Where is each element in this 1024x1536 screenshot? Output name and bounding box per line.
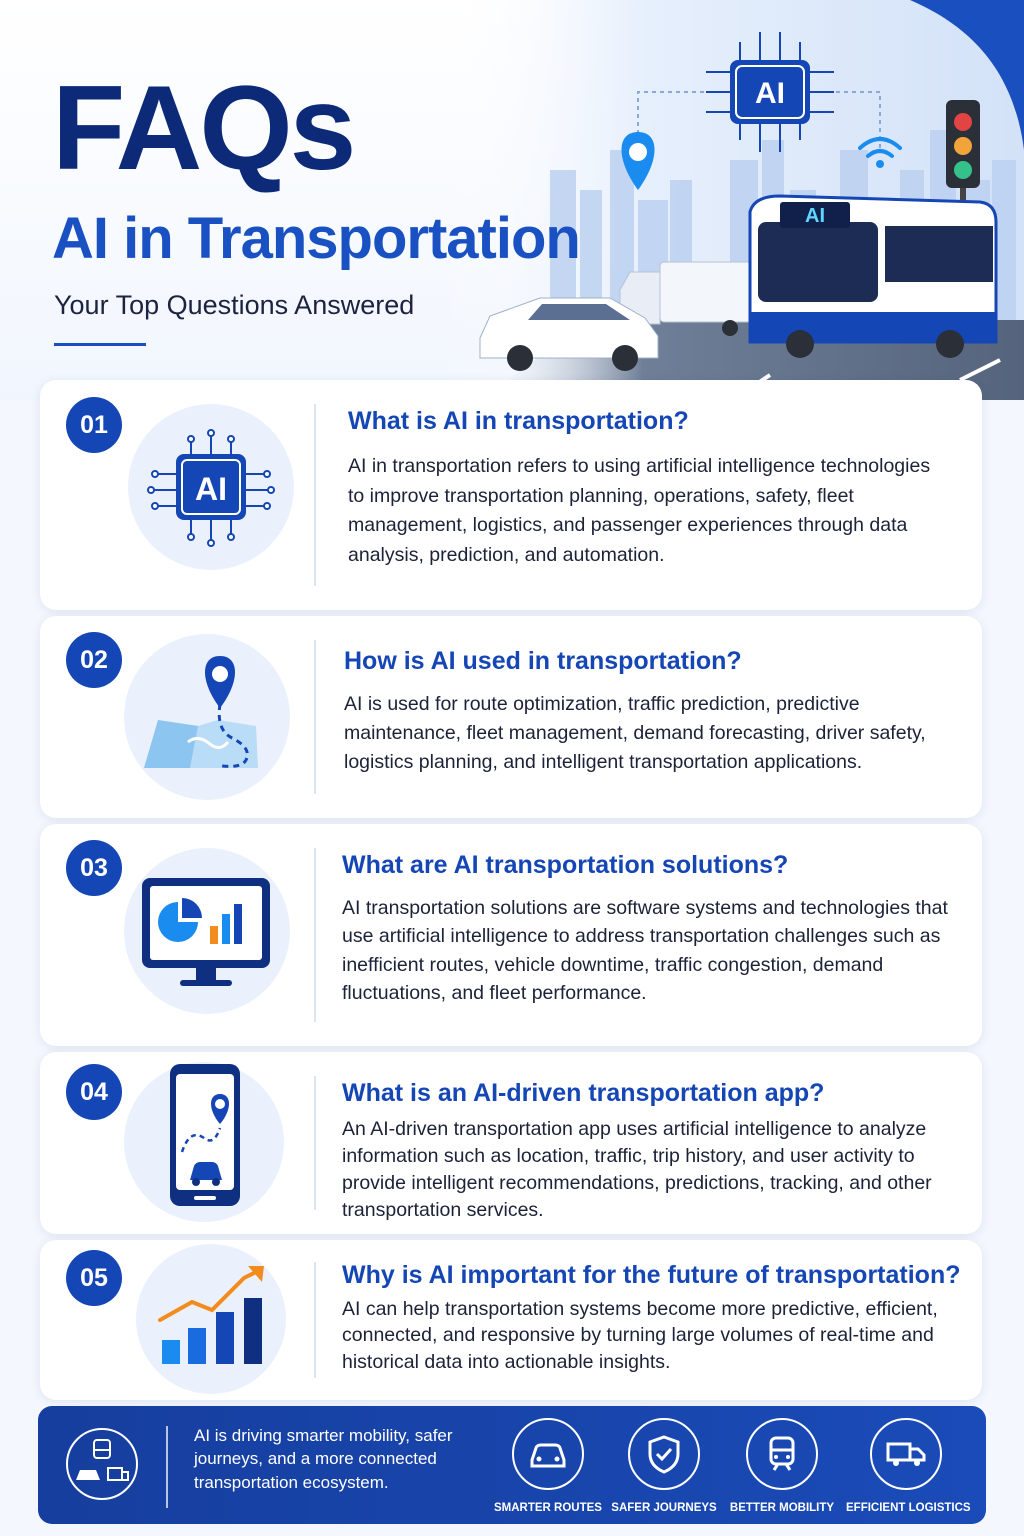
- faq-number: 03: [66, 840, 122, 896]
- page-subtitle: AI in Transportation: [52, 206, 580, 271]
- faq-answer: AI in transportation refers to using artificial intelligence technologies to improve transportation planning, operations, safety, fleet management, logistics, and passenger experiences through data analysis, prediction, and automation.: [348, 455, 931, 566]
- card-divider: [314, 848, 316, 1022]
- feature-better-mobility: [722, 1418, 842, 1514]
- faq-question: What is AI in transportation?: [348, 407, 689, 435]
- car-icon: [512, 1418, 584, 1490]
- faq-icon-circle: [124, 634, 290, 800]
- page-title: FAQs: [52, 61, 354, 195]
- card-divider: [314, 1262, 316, 1378]
- feature-smarter-routes: [488, 1418, 608, 1514]
- tagline-underline: [54, 343, 146, 346]
- card-divider: [314, 1076, 316, 1210]
- faq-card-5[interactable]: [40, 1240, 982, 1400]
- bus-display-label: AI: [805, 205, 825, 227]
- feature-efficient-logistics: [846, 1418, 971, 1514]
- page-tagline: Your Top Questions Answered: [54, 290, 415, 320]
- transport-modes-icon: [66, 1428, 138, 1500]
- smartphone-app-icon: [124, 1062, 284, 1222]
- city-skyline-illustration: [440, 0, 1024, 400]
- faq-number: 02: [66, 632, 122, 688]
- faq-card-1[interactable]: [40, 380, 982, 610]
- faq-answer: AI can help transportation systems become more predictive, efficient, connected, and responsive by turning large volumes of real-time and historical data into actionable insights.: [342, 1298, 938, 1373]
- growth-chart-icon: [136, 1244, 286, 1394]
- faq-icon-label: AI: [195, 471, 227, 507]
- faq-number: 05: [66, 1250, 122, 1306]
- footer-message: AI is driving smarter mobility, safer journeys, and a more connected transportation ecosystem.: [194, 1426, 453, 1492]
- feature-label: SAFER JOURNEYS: [611, 1502, 717, 1514]
- faq-card-4[interactable]: [40, 1052, 982, 1234]
- footer-divider: [166, 1426, 168, 1508]
- hero-chip-label: AI: [755, 77, 785, 110]
- faq-number: 04: [66, 1064, 122, 1120]
- truck-icon: [870, 1418, 942, 1490]
- faq-answer: An AI-driven transportation app uses artificial intelligence to analyze information such as location, traffic, trip history, and user activity to provide intelligent recommendations, predictions, tracking, and other transportation services.: [342, 1118, 932, 1221]
- faq-question: Why is AI important for the future of transportation?: [342, 1261, 961, 1289]
- feature-safer-journeys: [604, 1418, 724, 1514]
- feature-label: SMARTER ROUTES: [494, 1502, 602, 1514]
- faq-number: 01: [66, 397, 122, 453]
- faq-icon-circle: [136, 1244, 286, 1394]
- faq-answer: AI is used for route optimization, traffic prediction, predictive maintenance, fleet management, demand forecasting, driver safety, logistics planning, and intelligent transportation applications.: [344, 693, 926, 774]
- faq-question: What are AI transportation solutions?: [342, 851, 789, 879]
- dashboard-monitor-icon: [124, 848, 290, 1014]
- faq-question: How is AI used in transportation?: [344, 647, 742, 675]
- map-route-icon: [124, 634, 290, 800]
- shield-check-icon: [628, 1418, 700, 1490]
- faq-icon-circle: [124, 848, 290, 1014]
- faq-question: What is an AI-driven transportation app?: [342, 1079, 825, 1107]
- hero-section: [0, 0, 1024, 400]
- faq-card-3[interactable]: [40, 824, 982, 1046]
- feature-label: EFFICIENT LOGISTICS: [846, 1502, 971, 1514]
- card-divider: [314, 404, 316, 586]
- faq-answer: AI transportation solutions are software systems and technologies that use artificial intelligence to address transportation challenges such as inefficient routes, vehicle downtime, traffic congestion, demand fluctuations, and fleet performance.: [342, 897, 948, 1004]
- ai-chip-icon: [128, 404, 294, 570]
- faq-icon-circle: [128, 404, 294, 570]
- feature-label: BETTER MOBILITY: [729, 1502, 835, 1514]
- faq-icon-circle: [124, 1062, 284, 1222]
- card-divider: [314, 640, 316, 794]
- footer-banner: [38, 1406, 986, 1524]
- train-icon: [746, 1418, 818, 1490]
- faq-card-2[interactable]: [40, 616, 982, 818]
